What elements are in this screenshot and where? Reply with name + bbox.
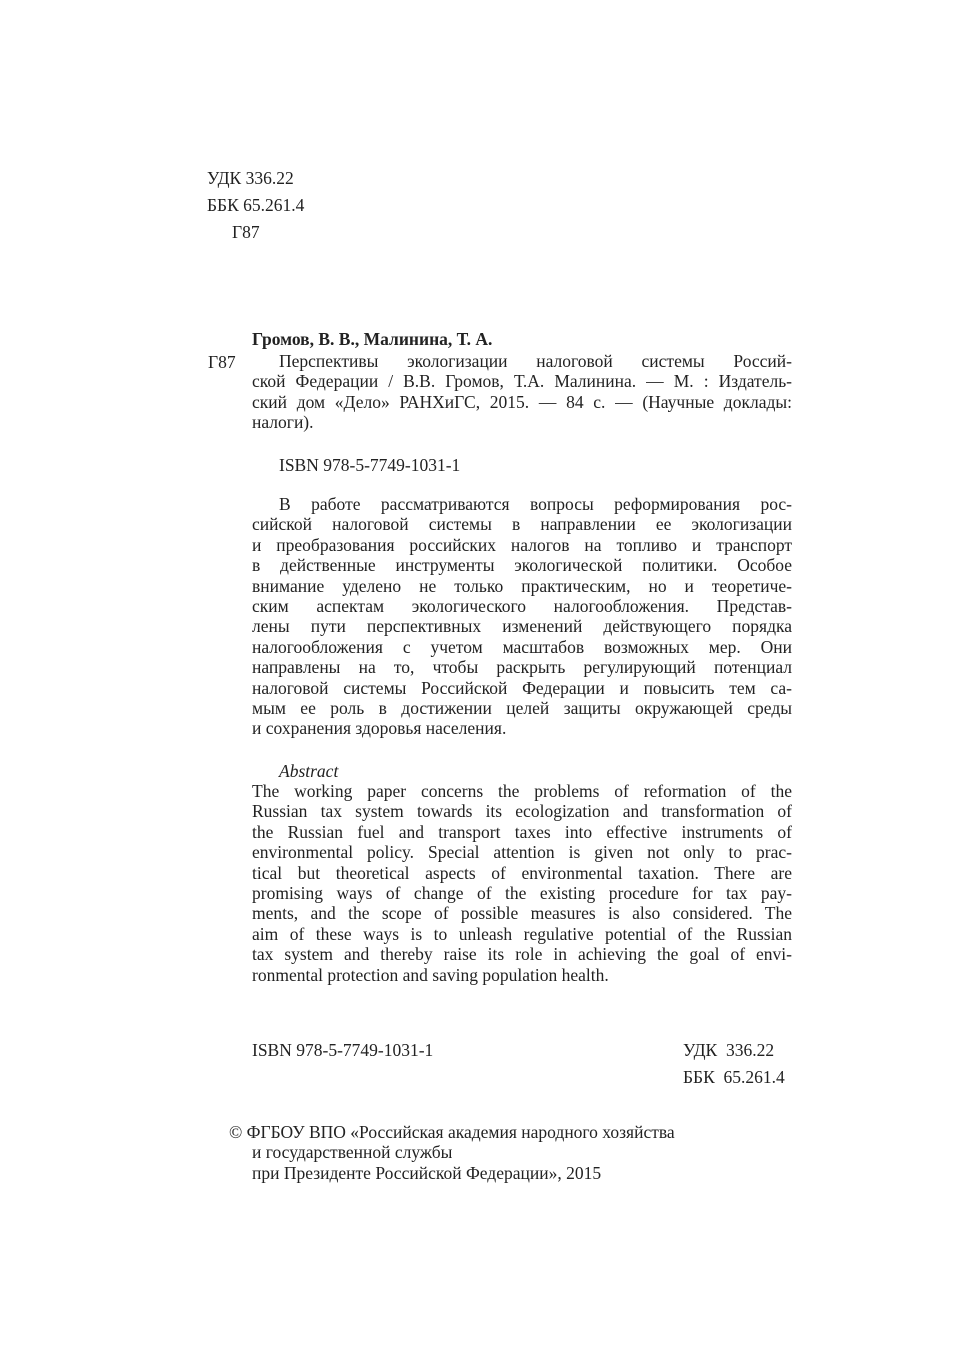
footer-isbn: ISBN 978-5-7749-1031-1 [252, 1040, 434, 1060]
annotation-line: направлены на то, чтобы раскрыть регулирующий потенциал [252, 657, 792, 678]
copyright-line: при Президенте Российской Федерации», 2015 [252, 1162, 602, 1183]
annotation-line: налоговой системы Российской Федерации и повысить тем са- [252, 677, 792, 698]
abstract-line: Russian tax system towards its ecologization and transformation of [252, 801, 792, 822]
annotation-line: внимание уделено не только практическим, но и теоретиче- [252, 575, 792, 596]
abstract-line: ments, and the scope of possible measures is also considered. The [252, 903, 792, 924]
annotation-line: лены пути перспективных изменений действующего порядка [252, 616, 792, 637]
abstract-heading: Abstract [279, 761, 339, 781]
annotation [252, 494, 792, 739]
annotation-line: и сохранения здоровья населения. [252, 718, 507, 739]
copyright-line: © ФГБОУ ВПО «Российская академия народного хозяйства [229, 1122, 675, 1142]
authors-heading: Громов, В. В., Малинина, Т. А. [252, 329, 493, 349]
abstract-line: ronmental protection and saving population health. [252, 964, 609, 985]
annotation-line: В работе рассматриваются вопросы реформирования рос- [279, 494, 792, 514]
footer-udk: УДК 336.22 [683, 1040, 775, 1060]
annotation-line: сийской налоговой системы в направлении ее экологизации [252, 514, 792, 535]
copyright-notice [229, 1122, 675, 1183]
abstract-line: promising ways of change of the existing procedure for tax pay- [252, 883, 792, 904]
abstract-line: environmental policy. Special attention is given not only to prac- [252, 842, 792, 863]
udk-code: УДК 336.22 [207, 168, 294, 188]
abstract-line: the Russian fuel and transport taxes into effective instruments of [252, 821, 792, 842]
annotation-line: и преобразования российских налогов на топливо и транспорт [252, 534, 792, 555]
author-mark-margin: Г87 [208, 352, 236, 372]
annotation-line: мым ее роль в достижении целей защиты окружающей среды [252, 698, 792, 719]
bbk-code: ББК 65.261.4 [207, 195, 305, 215]
annotation-line: в действенные инструменты экологической политики. Особое [252, 555, 792, 576]
isbn: ISBN 978-5-7749-1031-1 [279, 455, 461, 475]
abstract-body [252, 781, 792, 985]
abstract-line: The working paper concerns the problems of reformation of the [252, 781, 792, 801]
annotation-line: налогообложения с учетом масштабов возможных мер. Они [252, 636, 792, 657]
annotation-line: ским аспектам экологического налогообложения. Представ- [252, 596, 792, 617]
description-line: налоги). [252, 412, 314, 433]
footer-bbk: ББК 65.261.4 [683, 1067, 785, 1087]
abstract-line: tax system and thereby raise its role in achieving the goal of envi- [252, 944, 792, 965]
description-line: ской Федерации / В.В. Громов, Т.А. Малинина. — М. : Издатель- [252, 371, 792, 392]
abstract-line: tical but theoretical aspects of environmental taxation. There are [252, 862, 792, 883]
abstract-line: aim of these ways is to unleash regulative potential of the Russian [252, 923, 792, 944]
description-line: ский дом «Дело» РАНХиГС, 2015. — 84 с. — (Научные доклады: [252, 391, 792, 412]
bibliographic-description [252, 351, 792, 433]
description-line: Перспективы экологизации налоговой системы Россий- [279, 351, 792, 371]
copyright-line: и государственной службы [252, 1142, 453, 1163]
author-mark: Г87 [232, 222, 260, 242]
